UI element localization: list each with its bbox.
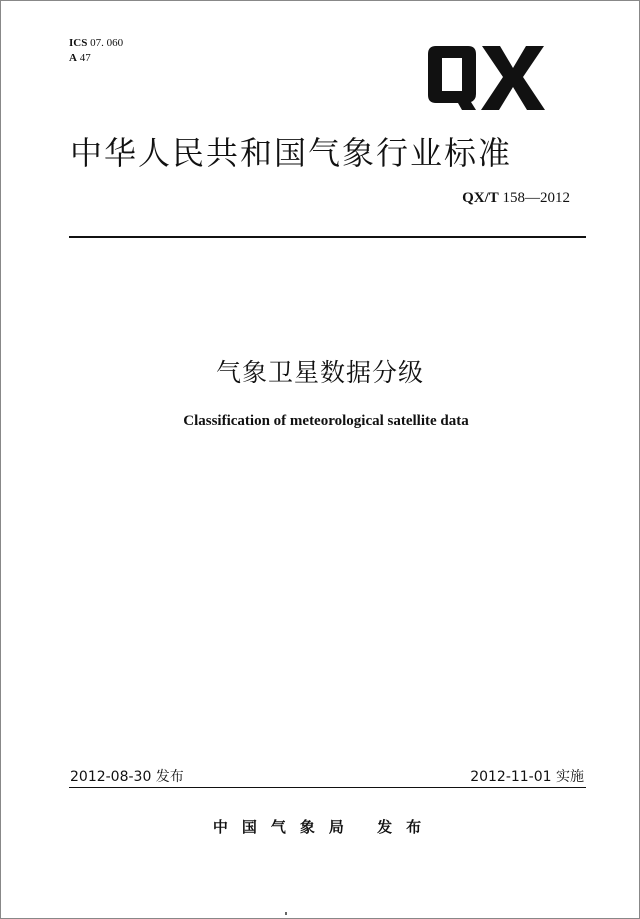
ccs-code bbox=[69, 51, 123, 66]
standard-number bbox=[462, 190, 570, 207]
ics-value: 07. 060 bbox=[90, 37, 124, 49]
ccs-value: 47 bbox=[79, 52, 91, 64]
org-title: 中华人民共和国气象行业标准 bbox=[70, 134, 513, 172]
qx-logo-q bbox=[428, 46, 476, 110]
ics-label: ICS bbox=[69, 37, 88, 49]
ccs-label: A bbox=[69, 52, 77, 64]
document-title-english: Classification of meteorological satellite data bbox=[183, 413, 469, 429]
page-mark bbox=[285, 912, 287, 915]
standard-prefix: QX/T bbox=[462, 190, 499, 206]
qx-logo-icon bbox=[422, 44, 546, 112]
publisher: 中国气象局 发布 bbox=[212, 818, 436, 836]
implementation-date: 2012-11-01 实施 bbox=[470, 769, 584, 785]
standard-code: 158—2012 bbox=[502, 190, 570, 206]
ics-code bbox=[69, 36, 123, 51]
classification-codes bbox=[69, 36, 123, 66]
qx-logo-x bbox=[481, 46, 545, 110]
bottom-divider bbox=[69, 787, 586, 788]
issue-date: 2012-08-30 发布 bbox=[70, 769, 184, 785]
document-title-chinese: 气象卫星数据分级 bbox=[215, 358, 424, 387]
top-divider bbox=[69, 236, 586, 238]
